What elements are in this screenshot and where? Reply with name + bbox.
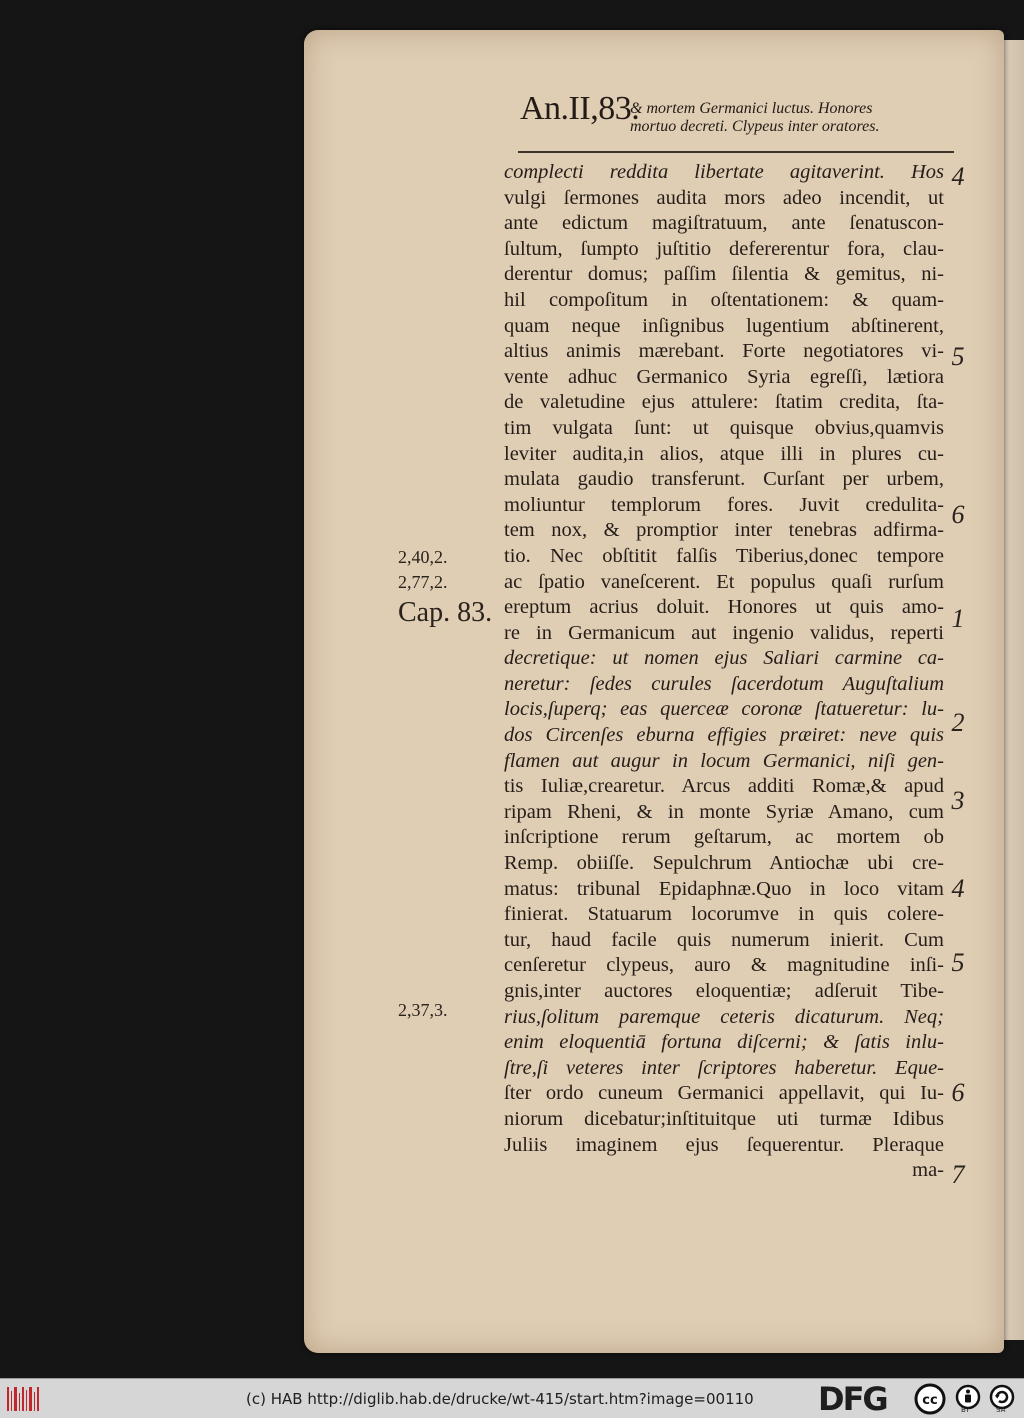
text-line: hil compoſitum in oſtentationem: & quam- — [504, 288, 944, 311]
text-line: re in Germanicum aut ingenio validus, reperti — [504, 621, 944, 644]
text-line: quam neque inſignibus lugentium abſtinerent, — [504, 314, 944, 337]
margin-number-right: 7 — [951, 1160, 965, 1189]
text-line: tem nox, & promptior inter tenebras adfirma- — [504, 519, 944, 542]
footer-bar — [0, 1378, 1024, 1418]
text-line: vulgi ſermones audita mors adeo incendit, ut — [504, 186, 944, 209]
text-line: tio. Nec obſtitit falſis Tiberius,donec tempore — [504, 544, 944, 567]
text-line: tis Iuliæ,crearetur. Arcus additi Romæ,& apud — [504, 775, 944, 798]
text-line: finierat. Statuarum locorumve in quis colere- — [504, 903, 944, 926]
text-line: locis,ſuperq; eas querceæ coronæ ſtatueretur: lu- — [504, 698, 944, 721]
running-head-main: An.II,83. — [520, 90, 640, 127]
margin-number-right: 6 — [951, 500, 965, 529]
running-head-line1: & mortem Germanici luctus. Honores — [630, 100, 873, 117]
text-line: decretique: ut nomen ejus Saliari carmine ca- — [504, 647, 944, 670]
text-line: vente adhuc Germanico Syria egreſſi, lætiora — [504, 365, 944, 388]
text-line: tur, haud facile quis numerum inierit. Cum — [504, 928, 944, 951]
running-head-rule — [518, 151, 954, 153]
source-credit: (c) HAB http://diglib.hab.de/drucke/wt-415/start.htm?image=00110 — [246, 1390, 754, 1408]
running-head — [520, 90, 960, 150]
text-line: complecti reddita libertate agitaverint. Hos — [504, 161, 944, 183]
text-line: dos Circenſes eburna effigies præiret: neve quis — [504, 724, 944, 747]
text-line: derentur domus; paſſim ſilentia & gemitus, ni- — [504, 263, 944, 286]
text-line: matus: tribunal Epidaphnæ.Quo in loco vitam — [504, 877, 944, 900]
chapter-marker: Cap. 83. — [398, 597, 493, 628]
text-line: Remp. obiiſſe. Sepulchrum Antiochæ ubi cre- — [504, 852, 944, 875]
barcode-icon — [6, 1385, 42, 1413]
text-line: cenſeretur clypeus, auro & magnitudine inſi- — [504, 954, 944, 977]
text-line: neretur: ſedes curules ſacerdotum Auguſtalium — [504, 672, 944, 695]
text-line: gnis,inter auctores eloquentiæ; adſeruit Tibe- — [504, 980, 944, 1002]
catchword: ma- — [912, 1159, 944, 1182]
margin-number-right: 2 — [951, 708, 965, 737]
dfg-logo: DFG — [818, 1380, 887, 1418]
text-line: niorum dicebatur;inſtituitque uti turmæ Idibus — [504, 1107, 944, 1130]
sa-label: SA — [996, 1406, 1006, 1414]
text-line: ereptum acrius doluit. Honores ut quis amo- — [504, 596, 944, 619]
margin-number-right: 3 — [951, 786, 965, 815]
margin-number-right: 4 — [951, 874, 965, 903]
text-line: enim eloquentiā fortuna diſcerni; & ſatis inlu- — [504, 1031, 944, 1054]
margin-number-right: 4 — [951, 162, 965, 191]
margin-reference: 2,37,3. — [398, 1000, 448, 1020]
body-text — [504, 160, 944, 1184]
text-line: ſtre,ſi veteres inter ſcriptores haberetur. Eque- — [504, 1056, 944, 1079]
text-line: flamen aut augur in locum Germanici, niſi gen- — [504, 749, 944, 772]
text-line: mulata gaudio transferunt. Curſant per urbem, — [504, 468, 944, 491]
text-line: ac ſpatio vaneſcerent. Et populus quaſi rurſum — [504, 570, 944, 593]
by-label: BY — [961, 1406, 970, 1414]
running-head-line2: mortuo decreti. Clypeus inter oratores. — [630, 118, 880, 135]
margin-number-right: 6 — [951, 1078, 965, 1107]
text-line: moliuntur templorum fores. Juvit credulita- — [504, 493, 944, 516]
margin-reference: 2,77,2. — [398, 572, 448, 592]
text-line: leviter audita,in alios, atque illi in plures cu- — [504, 442, 944, 465]
text-line: de valetudine ejus attulere: ſtatim credita, ſta- — [504, 391, 944, 414]
text-line: ripam Rheni, & in monte Syriæ Amano, cum — [504, 800, 944, 823]
text-line: rius,ſolitum paremque ceteris dicaturum. Neq; — [504, 1005, 944, 1028]
text-line: ſultum, ſumpto juſtitio defererentur fora, clau- — [504, 237, 944, 260]
text-line: Juliis imaginem ejus ſequerentur. Pleraque — [504, 1133, 944, 1156]
text-line: ante edictum magiſtratuum, ante ſenatuscon- — [504, 212, 944, 235]
svg-text:cc: cc — [922, 1393, 938, 1408]
margin-reference: 2,40,2. — [398, 547, 448, 567]
text-line: ſter ordo cuneum Germanici appellavit, qui Iu- — [504, 1082, 944, 1105]
margin-number-right: 5 — [951, 948, 965, 977]
margin-number-right: 1 — [951, 604, 965, 633]
cc-icon — [914, 1383, 946, 1415]
margin-number-right: 5 — [951, 342, 965, 371]
text-line: inſcriptione rerum geſtarum, ac mortem ob — [504, 826, 944, 849]
text-line: tim vulgata ſunt: ut quisque obvius,quamvis — [504, 416, 944, 439]
text-line: altius animis mærebant. Forte negotiatores vi- — [504, 340, 944, 363]
